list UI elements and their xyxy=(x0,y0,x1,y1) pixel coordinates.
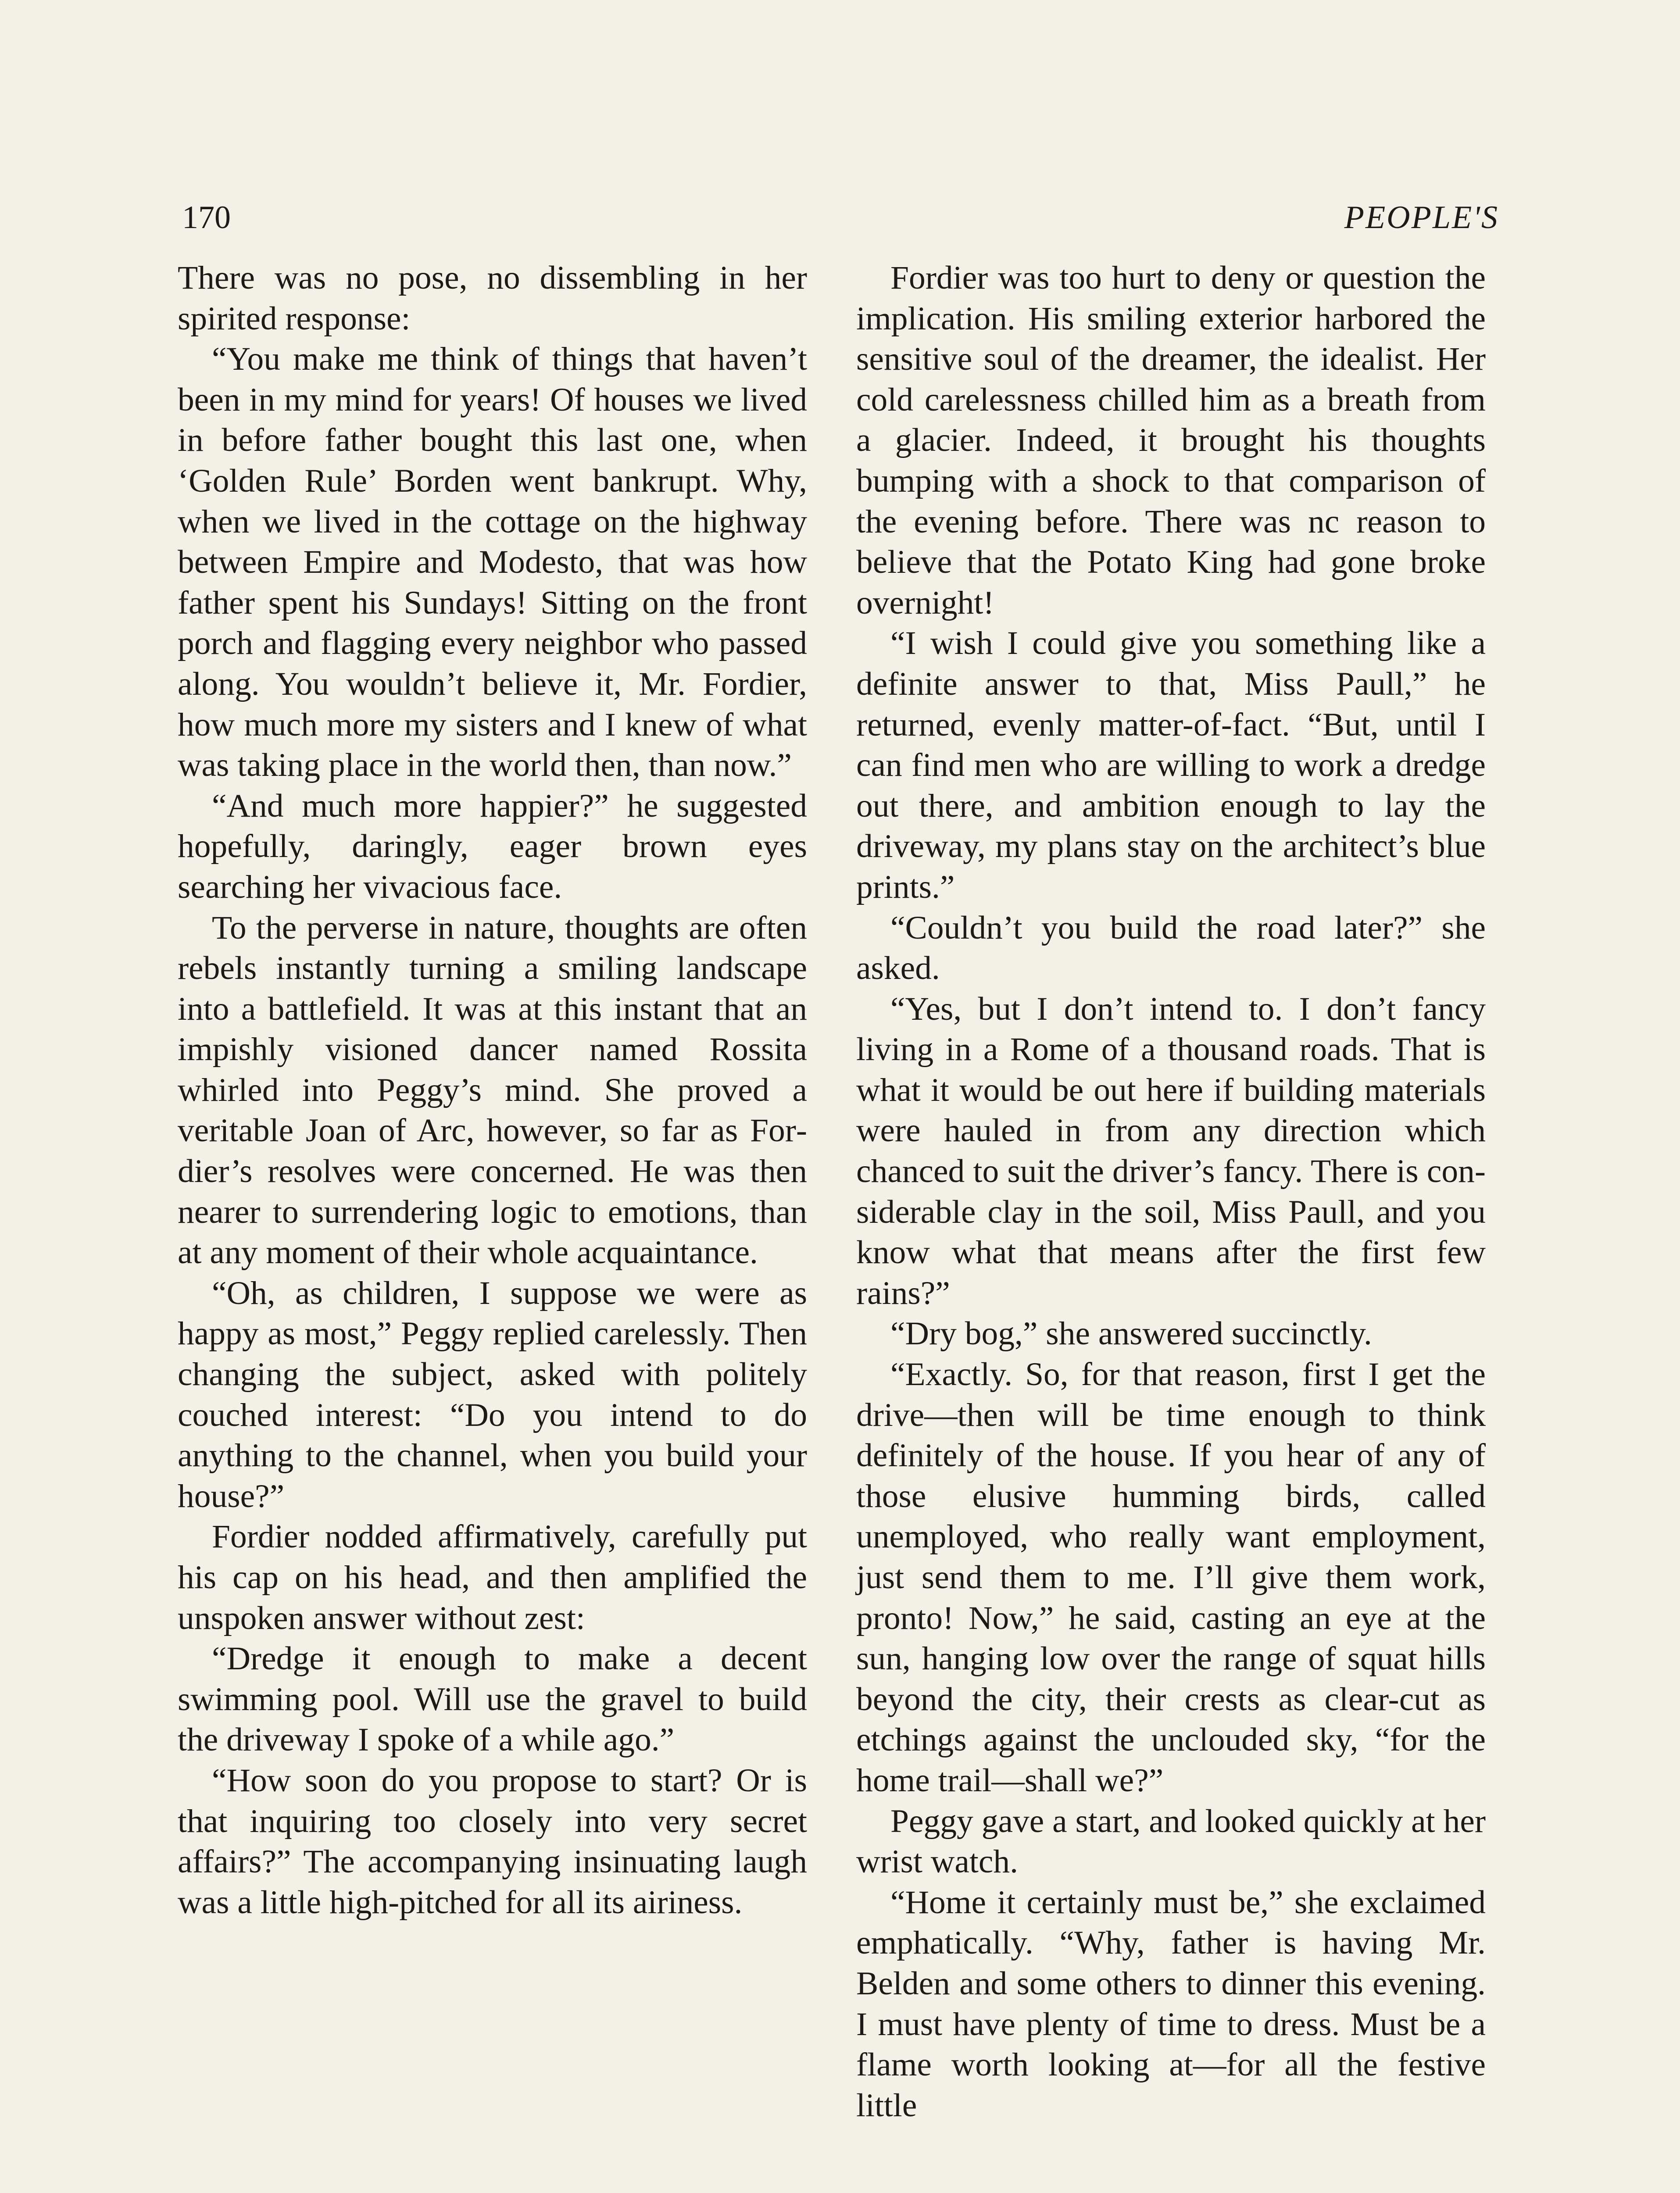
paragraph: Fordier was too hurt to deny or question the implication. His smiling exterior harbored the sensitive soul of the dreamer, the idealist. Her cold carelessness chilled him as a breath from a glacier. Indeed, it brought his thoughts bumping with a shock to that comparison of the evening before. There was nc reason to believe that the Potato King had gone broke overnight! xyxy=(856,260,1486,621)
paragraph: “Dredge it enough to make a decent swimming pool. Will use the gravel to build the driveway I spoke of a while ago.” xyxy=(178,1640,807,1758)
paragraph: Peggy gave a start, and looked quickly at her wrist watch. xyxy=(856,1803,1486,1880)
running-head: PEOPLE'S xyxy=(1344,200,1499,236)
paragraph: “Exactly. So, for that reason, first I get the drive—then will be time enough to think definitely of the house. If you hear of any of those elusive humming birds, called unemployed, who really want employment, just send them to me. I’ll give them work, pronto! Now,” he said, casting an eye at the sun, hanging low over the range of squat hills beyond the city, their crests as clear-cut as etchings against the unclouded sky, “for the home trail—shall we?” xyxy=(856,1356,1486,1799)
paragraph: “And much more happier?” he suggested hopefully, daringly, eager brown eyes searching her vivacious face. xyxy=(178,787,807,905)
page-header xyxy=(182,191,1499,244)
left-column xyxy=(178,258,807,1923)
paragraph: “I wish I could give you something like a definite answer to that, Miss Paull,” he returned, evenly matter-of-fact. “But, until I can find men who are willing to work a dredge out there, and ambition enough to lay the driveway, my plans stay on the architect’s blue prints.” xyxy=(856,625,1486,905)
paragraph: “How soon do you propose to start? Or is that inquiring too closely into very secret affairs?” The accompanying insinuating laugh was a little high-pitched for all its airiness. xyxy=(178,1762,807,1921)
page-number: 170 xyxy=(182,200,231,236)
paragraph: To the perverse in nature, thoughts are often rebels instantly turning a smiling landscape into a battlefield. It was at this instant that an impishly visioned dancer named Rossita whirled into Peggy’s mind. She proved a veritable Joan of Arc, however, so far as Fordier’s resolves were concerned. He was then nearer to surrendering logic to emotions, than at any moment of their whole acquaintance. xyxy=(178,909,807,1271)
paragraph: “Couldn’t you build the road later?” she asked. xyxy=(856,909,1486,987)
paragraph: “You make me think of things that haven’t been in my mind for years! Of houses we lived in before father bought this last one, when ‘Golden Rule’ Borden went bankrupt. Why, when we lived in the cottage on the highway between Empire and Modesto, that was how father spent his Sundays! Sitting on the front porch and flagging every neighbor who passed along. You wouldn’t believe it, Mr. Fordier, how much more my sisters and I knew of what was taking place in the world then, than now.” xyxy=(178,341,807,784)
paragraph: There was no pose, no dissembling in her spirited response: xyxy=(178,260,807,337)
paragraph: “Home it certainly must be,” she exclaimed emphatically. “Why, father is having Mr. Belden and some others to dinner this evening. I must have plenty of time to dress. Must be a flame worth looking at—for all the festive little xyxy=(856,1884,1486,2124)
paragraph: “Yes, but I don’t intend to. I don’t fancy living in a Rome of a thousand roads. That is what it would be out here if building materials were hauled in from any direction which chanced to suit the driver’s fancy. There is considerable clay in the soil, Miss Paull, and you know what that means after the first few rains?” xyxy=(856,990,1486,1311)
right-column xyxy=(856,258,1486,2126)
paragraph: Fordier nodded affirmatively, carefully put his cap on his head, and then amplified the unspoken answer without zest: xyxy=(178,1518,807,1636)
paragraph: “Dry bog,” she answered succinctly. xyxy=(890,1315,1372,1352)
paragraph: “Oh, as children, I suppose we were as happy as most,” Peggy replied carelessly. Then changing the subject, asked with politely couched interest: “Do you intend to do anything to the channel, when you build your house?” xyxy=(178,1275,807,1514)
